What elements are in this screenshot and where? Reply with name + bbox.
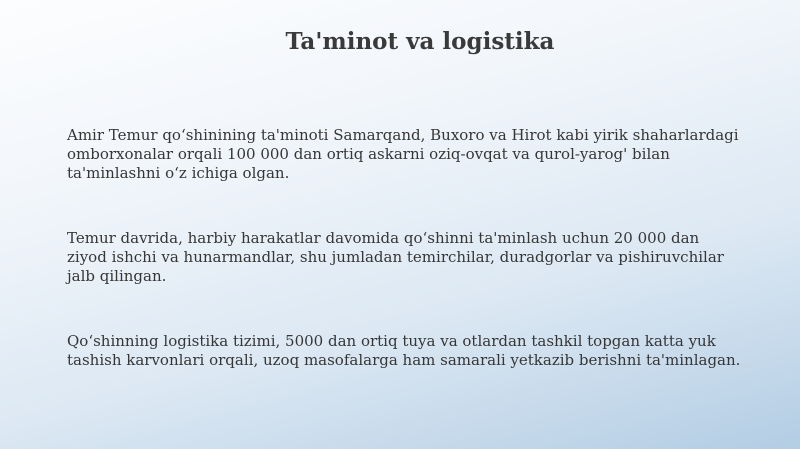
paragraph-workers: Temur davrida, harbiy harakatlar davomida qo‘shinni ta'minlash uchun 20 000 dan ziyod ishchi va hunarmandlar, shu jumladan temirchilar, duradgorlar va pishiruvchilar jalb qilingan.: [67, 229, 724, 285]
paragraph-supply: Amir Temur qo‘shinining ta'minoti Samarqand, Buxoro va Hirot kabi yirik shaharlardagi omborxonalar orqali 100 000 dan ortiq askarni oziq-ovqat va qurol-yarog' bilan ta'minlashni o‘z ichiga olgan.: [67, 126, 739, 182]
paragraph-logistics: Qo‘shinning logistika tizimi, 5000 dan ortiq tuya va otlardan tashkil topgan katta yuk tashish karvonlari orqali, uzoq masofalarga ham samarali yetkazib berishni ta'minlagan.: [67, 332, 741, 369]
slide-title: Ta'minot va logistika: [285, 28, 555, 55]
